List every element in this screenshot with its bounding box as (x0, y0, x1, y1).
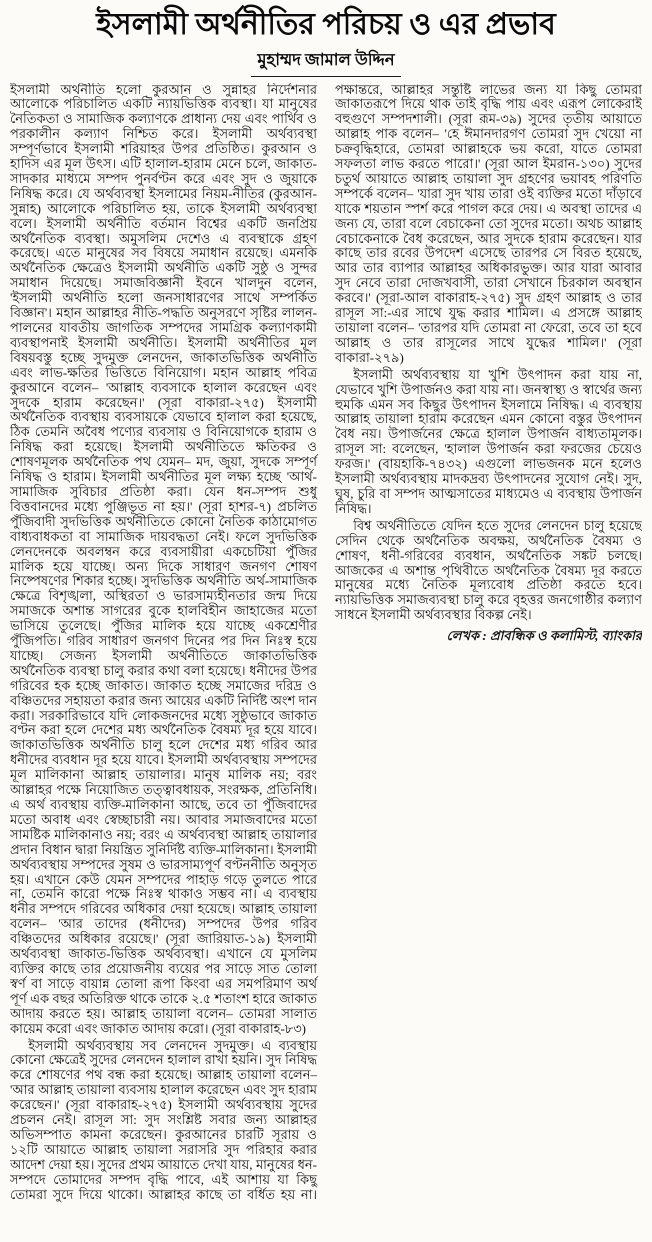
article-paragraph-2: ইসলামী অর্থব্যবস্থায় সব লেনদেন সুদমুক্ত। এ ব্যবস্থায় কোনো ক্ষেত্রেই সুদের লেনদেন হালাল রাখা হয়নি। সুদ নিষিদ্ধ করে শোষণের পথ বন্ধ করা হয়েছে। আল্লাহ তায়ালা বলেন– 'আর আল্লাহ তায়ালা ব্যবসায় হালাল করেছেন এবং সুদ হারাম করেছেন।' (সূরা বাকারাহ-২৭৫) ইসলামী অর্থব্যবস্থায় সুদের প্রচলন নেই। রাসূল সা: সুদ সংশ্লিষ্ট সবার জন্য আল্লাহর অভিসম্পাত কামনা করেছেন। কুরআনের চারটি সূরায় ও ১২টি আয়াতে আল্লাহ তায়ালা সরাসরি সুদ পরিহার করার আদেশ দেয়া হয়। সুদের প্রথম আয়াতে দেখা যায়, মানুষের ধন-সম্পদে তোমাদের সম্পদ বৃদ্ধি পাবে, এই আশায় যা কিছু তোমরা সুদে দিয়ে থাকো। আল্লাহর কাছে তা বর্ধিত হয় না। পক্ষান্তরে, আল্লাহর সন্তুষ্টি লাভের জন্য যা কিছু তোমরা জাকাতরূপে দিয়ে থাক তাই বৃদ্ধি পায় এবং এরূপ লোকেরাই বহুগুণে সম্পদশালী। (সূরা রূম-৩৯) সুদের তৃতীয় আয়াতে আল্লাহ পাক বলেন– 'হে ঈমানদারগণ তোমরা সুদ খেয়ো না চক্রবৃদ্ধিহারে, তোমরা আল্লাহকে ভয় করো, যাতে তোমরা সফলতা লাভ করতে পারো।' (সূরা আল ইমরান-১৩০) সুদের চতুর্থ আয়াতে আল্লাহ তায়ালা সুদ গ্রহণের ভয়াবহ পরিণতি সম্পর্কে বলেন– 'যারা সুদ খায় তারা ওই ব্যক্তির মতো দাঁড়াবে যাকে শয়তান স্পর্শ করে পাগল করে দেয়। এ অবস্থা তাদের এ জন্য যে, তারা বলে বেচাকেনা তো সুদের মতো। অথচ আল্লাহ বেচাকেনাকে বৈধ করেছেন, আর সুদকে হারাম করেছেন। যার কাছে তার রবের উপদেশ এসেছে তারপর সে বিরত হয়েছে, আর তার ব্যাপার আল্লাহর অধিকারভুক্ত। আর যারা আবার সুদ নেবে তারা দোজখবাসী, তারা সেখানে চিরকাল অবস্থান করবে।' (সূরা-আল বাকারাহ-২৭৫) সুদ গ্রহণ আল্লাহ ও তার রাসূল সা:-এর সাথে যুদ্ধ করার শামিল। এ প্রসঙ্গে আল্লাহ তায়ালা বলেন– 'তারপর যদি তোমরা না ফেরো, তবে তা হবে আল্লাহ ও তার রাসূলের সাথে যুদ্ধের শামিল।' (সূরা বাকারা-২৭৯) (10, 82, 642, 1202)
article-header (10, 8, 642, 77)
article-paragraph-4: বিশ্ব অর্থনীতিতে যেদিন হতে সুদের লেনদেন চালু হয়েছে সেদিন থেকে অর্থনৈতিক অবক্ষয়, অর্থনৈতিক বৈষম্য ও শোষণ, ধনী-গরিবের ব্যবধান, অর্থনৈতিক সঙ্কট চলছে। আজকের এ অশান্ত পৃথিবীতে অর্থনৈতিক বৈষম্য দূর করতে মানুষের মধ্যে নৈতিক মূল্যবোধ প্রতিষ্ঠা করতে হবে। ন্যায়ভিত্তিক সমাজব্যবস্থা চালু করে বৃহত্তর জনগোষ্ঠীর কল্যাণ সাধনে ইসলামী অর্থব্যবস্থার বিকল্প নেই। (335, 517, 642, 623)
page-title: ইসলামী অর্থনীতির পরিচয় ও এর প্রভাব (96, 8, 556, 41)
article-body (10, 83, 642, 1211)
byline-row (10, 47, 642, 77)
article-paragraph-3: ইসলামী অর্থব্যবস্থায় যা খুশি উৎপাদন করা যায় না, যেভাবে খুশি উপার্জনও করা যায় না। জনস্বাস্থ্য ও স্বার্থের জন্য হুমকি এমন সব কিছুর উৎপাদন ইসলামে নিষিদ্ধ। এ ব্যবস্থায় আল্লাহ তায়ালা হারাম করেছেন এমন কোনো বস্তুর উৎপাদন বৈধ নয়। উপার্জনের ক্ষেত্রে হালাল উপার্জন বাধ্যতামূলক। রাসূল সা: বলেছেন, 'হালাল উপার্জন করা ফরজের চেয়েও ফরজ।' (বায়হাকি-৭৪৩২) এগুলো লাভজনক মনে হলেও ইসলামী অর্থব্যবস্থায় মাদকদ্রব্য উৎপাদনের সুযোগ নেই। সুদ, ঘুষ, চুরি বা সম্পদ আত্মসাতের মাধ্যমেও এ ব্যবস্থায় উপার্জন নিষিদ্ধ। (335, 366, 642, 516)
article-byline: মুহাম্মদ জামাল উদ্দিন (251, 47, 400, 77)
article-paragraph-1: ইসলামী অর্থনীতি হলো কুরআন ও সুন্নাহর নির্দেশনার আলোকে পরিচালিত একটি ন্যায়ভিত্তিক ব্যবস্থা। যা মানুষের নৈতিকতা ও সামাজিক কল্যাণকে প্রাধান্য দেয় এবং পার্থিব ও পরকালীন কল্যাণ নিশ্চিত করে। ইসলামী অর্থব্যবস্থা সম্পূর্ণভাবে ইসলামী শরিয়াহর উপর প্রতিষ্ঠিত। কুরআন ও হাদিস এর মূল উৎস। এটি হালাল-হারাম মেনে চলে, জাকাত-সাদকার মাধ্যমে সম্পদ পুনর্বণ্টন করে এবং সুদ ও জুয়াকে নিষিদ্ধ করে। যে অর্থব্যবস্থা ইসলামের নিয়ম-নীতির (কুরআন-সুন্নাহ) আলোকে পরিচালিত হয়, তাকে ইসলামী অর্থব্যবস্থা বলে। ইসলামী অর্থনীতি বর্তমান বিশ্বের একটি জনপ্রিয় অর্থনৈতিক ব্যবস্থা। অমুসলিম দেশেও এ ব্যবস্থাকে গ্রহণ করেছে। এতে মানুষের সব বিষয়ে সমাধান রয়েছে। এমনকি অর্থনৈতিক ক্ষেত্রেও ইসলামী অর্থনীতি একটি সুষ্ঠু ও সুন্দর সমাধান দিয়েছে। সমাজবিজ্ঞানী ইবনে খালদুন বলেন, 'ইসলামী অর্থনীতি হলো জনসাধারণের সাথে সম্পর্কিত বিজ্ঞান'। মহান আল্লাহর নীতি-পদ্ধতি অনুসরণে সৃষ্টির লালন-পালনের যাবতীয় জাগতিক সম্পদের সামগ্রিক কল্যাণকামী ব্যবস্থাপনাই ইসলামী অর্থনীতি। ইসলামী অর্থনীতির মূল বিষয়বস্তু হচ্ছে সুদমুক্ত লেনদেন, জাকাতভিত্তিক অর্থনীতি এবং লাভ-ক্ষতির ভিত্তিতে বিনিয়োগ। মহান আল্লাহ পবিত্র কুরআনে বলেন– 'আল্লাহ ব্যবসাকে হালাল করেছেন এবং সুদকে হারাম করেছেন।' (সূরা বাকারা-২৭৫) ইসলামী অর্থনৈতিক ব্যবস্থায় ব্যবসায়কে যেভাবে হালাল করা হয়েছে, ঠিক তেমনি অবৈধ পণ্যের ব্যবসায় ও বিনিয়োগকে হারাম ও নিষিদ্ধ করা হয়েছে। ইসলামী অর্থনীতিতে ক্ষতিকর ও শোষণমূলক অর্থনৈতিক পথ যেমন– মদ, জুয়া, সুদকে সম্পূর্ণ নিষিদ্ধ ও হারাম। ইসলামী অর্থনীতির মূল লক্ষ্য হচ্ছে 'আর্থ-সামাজিক সুবিচার প্রতিষ্ঠা করা। যেন ধন-সম্পদ শুধু বিত্তবানদের মধ্যে পুঞ্জিভূত না হয়।' (সূরা হাশর-৭) প্রচলিত পুঁজিবাদী সুদভিত্তিক অর্থনীতিতে কোনো নৈতিক কাঠামোগত বাধ্যবাধকতা বা সামাজিক দায়বদ্ধতা নেই। ফলে সুদভিত্তিক লেনদেনকে অবলম্বন করে ব্যবসায়ীরা একচেটিয়া পুঁজির মালিক হয়ে যাচ্ছে। অন্য দিকে সাধারণ জনগণ শোষণ নিষ্পেষণের শিকার হচ্ছে। সুদভিত্তিক অর্থনীতি অর্থ-সামাজিক ক্ষেত্রে বিশৃঙ্খলা, অস্থিরতা ও ভারসাম্যহীনতার জন্ম দিয়ে সমাজকে অশান্ত সাগরের বুকে হালবিহীন জাহাজের মতো ভাসিয়ে তুলেছে। পুঁজির মালিক হয়ে যাচ্ছে একশ্রেণীর পুঁজিপতি। গরিব সাধারণ জনগণ দিনের পর দিন নিঃস্ব হয়ে যাচ্ছে। সেজন্য ইসলামী অর্থনীতিতে জাকাতভিত্তিক অর্থনৈতিক ব্যবস্থা চালু করার কথা বলা হয়েছে। ধনীদের উপর গরিবের হক হচ্ছে জাকাত। জাকাত হচ্ছে সমাজের দরিদ্র ও বঞ্চিতদের সহায়তা করার জন্য আয়ের একটি নির্দিষ্ট অংশ দান করা। সরকারিভাবে যদি লোকজনদের মধ্যে সুষ্ঠুভাবে জাকাত বণ্টন করা হলে দেশের মধ্য অর্থনৈতিক বৈষম্য দূর হয়ে যাবে। জাকাতভিত্তিক অর্থনীতি চালু হলে দেশের মধ্য গরিব আর ধনীদের ব্যবধান দূর হয়ে যাবে। ইসলামী অর্থব্যবস্থায় সম্পদের মূল মালিকানা আল্লাহ তায়ালার। মানুষ মালিক নয়; বরং আল্লাহর পক্ষে নিয়োজিত তত্ত্বাবধায়ক, সংরক্ষক, প্রতিনিধি। এ অর্থ ব্যবস্থায় ব্যক্তি-মালিকানা আছে, তবে তা পুঁজিবাদের মতো অবাধ এবং স্বেচ্ছাচারী নয়। আবার সমাজবাদের মতো সামষ্টিক মালিকানাও নয়; বরং এ অর্থব্যবস্থা আল্লাহ তায়ালার প্রদান বিধান দ্বারা নিয়ন্ত্রিত সুনির্দিষ্ট ব্যক্তি-মালিকানা। ইসলামী অর্থব্যবস্থায় সম্পদের সুষম ও ভারসাম্যপূর্ণ বণ্টননীতি অনুসৃত হয়। এখানে কেউ যেমন সম্পদের পাহাড় গড়ে তুলতে পারে না, তেমনি কারো পক্ষে নিঃস্ব থাকাও সম্ভব না। এ ব্যবস্থায় ধনীর সম্পদে গরিবের অধিকার দেয়া হয়েছে। আল্লাহ তায়ালা বলেন– 'আর তাদের (ধনীদের) সম্পদের উপর গরিব বঞ্চিতদের অধিকার রয়েছে।' (সূরা জারিয়াত-১৯) ইসলামী অর্থব্যবস্থা জাকাত-ভিত্তিক অর্থব্যবস্থা। এখানে যে মুসলিম ব্যক্তির কাছে তার প্রয়োজনীয় ব্যয়ের পর সাড়ে সাত তোলা স্বর্ণ বা সাড়ে বায়ান্ন তোলা রূপা কিংবা এর সমপরিমাণ অর্থ পূর্ণ এক বছর অতিরিক্ত থাকে তাকে ২.৫ শতাংশ হারে জাকাত আদায় করতে হয়। আল্লাহ তায়ালা বলেন– তোমরা সালাত কায়েম করো এবং জাকাত আদায় করো। (সূরা বাকারাহ-৮৩) (10, 82, 317, 1036)
author-credit: লেখক : প্রাবন্ধিক ও কলামিস্ট, ব্যাংকার (446, 628, 642, 644)
